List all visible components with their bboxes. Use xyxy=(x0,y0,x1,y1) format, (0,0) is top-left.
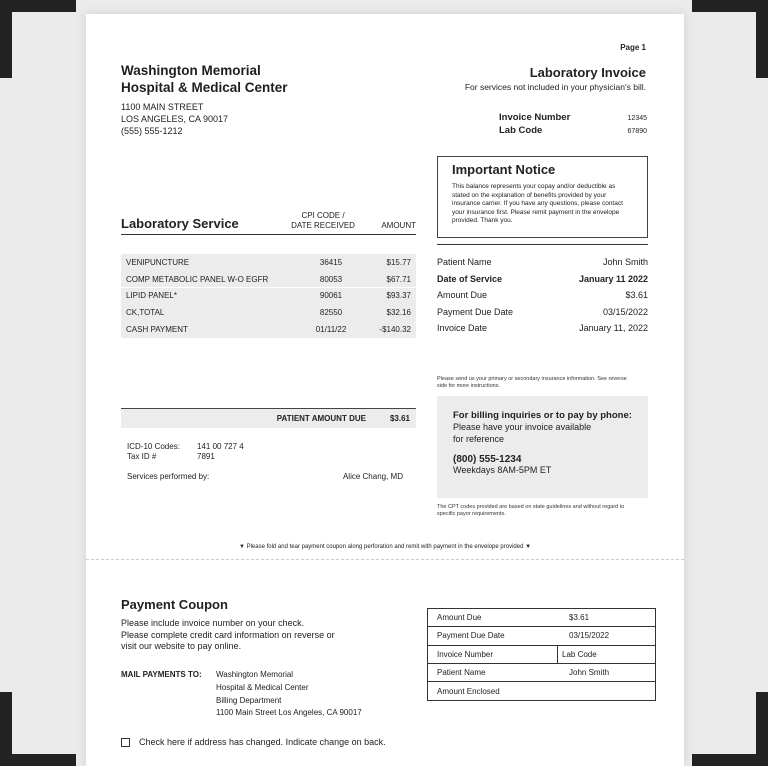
coupon-row-due-date xyxy=(428,627,655,645)
mail-address-line: Washington Memorial xyxy=(216,670,294,679)
page-number: Page 1 xyxy=(620,43,646,52)
info-label: Date of Service xyxy=(437,273,503,284)
perforation-line xyxy=(86,559,684,560)
important-notice-box xyxy=(437,156,648,238)
mail-address-line: Billing Department xyxy=(216,695,282,705)
service-name: COMP METABOLIC PANEL W-O EGFR xyxy=(126,274,269,284)
patient-info-list xyxy=(437,254,648,337)
service-name: CASH PAYMENT xyxy=(126,324,188,334)
billing-heading: For billing inquiries or to pay by phone: xyxy=(453,410,632,421)
coupon-row-amount-enclosed[interactable] xyxy=(428,682,655,700)
invoice-title: Laboratory Invoice xyxy=(529,65,646,80)
amount-due-row xyxy=(437,287,648,304)
coupon-row-amount-due xyxy=(428,609,655,627)
divider xyxy=(121,234,416,235)
address-change-checkbox[interactable] xyxy=(121,738,130,747)
hospital-name-line: Hospital & Medical Center xyxy=(121,80,288,95)
instruction-line: Please include invoice number on your check. xyxy=(121,618,305,628)
column-header-line: CPI CODE / xyxy=(301,211,345,220)
table-row xyxy=(121,288,416,305)
column-header-line: DATE RECEIVED xyxy=(291,221,355,230)
tax-id-label: Tax ID # xyxy=(127,452,157,461)
payment-coupon-instructions xyxy=(121,618,335,653)
coupon-value: $3.61 xyxy=(569,613,590,623)
services-table xyxy=(121,254,416,338)
service-amount: $32.16 xyxy=(386,308,411,318)
mail-address-line: Hospital & Medical Center xyxy=(216,682,309,692)
service-code: 01/11/22 xyxy=(315,324,347,334)
hospital-address xyxy=(121,101,228,137)
instruction-line: visit our website to pay online. xyxy=(121,641,242,651)
info-label: Amount Due xyxy=(437,290,488,301)
hospital-name xyxy=(121,62,288,96)
amount-enclosed-field[interactable] xyxy=(557,682,655,700)
info-label: Invoice Date xyxy=(437,323,488,334)
coupon-row-invoice-number xyxy=(428,646,655,664)
mail-address-line: 1100 Main Street Los Angeles, CA 90017 xyxy=(216,708,362,718)
patient-amount-due-bar xyxy=(121,408,416,428)
address-line: 1100 MAIN STREET xyxy=(121,102,204,112)
table-row xyxy=(121,271,416,288)
patient-name-row xyxy=(437,254,648,271)
column-header-amount: AMOUNT xyxy=(381,221,416,230)
invoice-number-row xyxy=(499,112,647,123)
performed-by-row xyxy=(127,472,403,481)
coupon-lab-code-label: Lab Code xyxy=(557,646,655,663)
services-title: Laboratory Service xyxy=(121,216,239,231)
lab-code-row xyxy=(499,125,647,136)
service-code: 90061 xyxy=(319,291,343,301)
coupon-row-patient-name xyxy=(428,664,655,682)
mail-address xyxy=(216,669,362,720)
info-value: 03/15/2022 xyxy=(602,306,648,317)
service-code: 80053 xyxy=(319,274,343,284)
coupon-label: Invoice Number xyxy=(437,649,494,659)
billing-phone: (800) 555-1234 xyxy=(453,454,522,465)
address-change-row xyxy=(121,737,386,747)
patient-due-label: PATIENT AMOUNT DUE xyxy=(276,414,366,423)
payment-due-date-row xyxy=(437,304,648,321)
billing-hours: Weekdays 8AM-5PM ET xyxy=(453,465,552,475)
patient-due-value: $3.61 xyxy=(389,414,410,423)
payment-coupon-title: Payment Coupon xyxy=(121,597,228,612)
invoice-number-value: 12345 xyxy=(627,115,647,122)
hospital-phone: (555) 555-1212 xyxy=(121,126,183,136)
mail-payments-block xyxy=(121,669,362,720)
address-change-label: Check here if address has changed. Indicate change on back. xyxy=(139,737,386,747)
invoice-subtitle: For services not included in your physician's bill. xyxy=(464,82,646,92)
mail-label: MAIL PAYMENTS TO: xyxy=(121,670,202,679)
coupon-label: Amount Enclosed xyxy=(437,686,500,696)
invoice-date-row xyxy=(437,320,648,337)
insurance-note: Please send us your primary or secondary insurance information. See reverse side for more instructions. xyxy=(437,376,627,389)
service-amount: -$140.32 xyxy=(379,324,411,334)
frame-corner-bottom-right xyxy=(692,754,768,766)
invoice-document xyxy=(86,14,684,766)
billing-text: Please have your invoice available xyxy=(453,422,592,432)
coupon-value: John Smith xyxy=(569,668,610,678)
info-label: Payment Due Date xyxy=(437,306,514,317)
service-name: LIPID PANEL* xyxy=(126,291,177,301)
service-name: VENIPUNCTURE xyxy=(126,257,190,267)
service-amount: $93.37 xyxy=(386,291,411,301)
instruction-line: Please complete credit card information on reverse or xyxy=(121,629,335,640)
fold-instruction: ▼ Please fold and tear payment coupon along perforation and remit with payment in the envelope provided ▼ xyxy=(238,544,532,550)
codes-block xyxy=(127,442,244,462)
table-row xyxy=(121,321,416,338)
icd-value: 141 00 727 4 xyxy=(197,442,244,451)
notice-text: This balance represents your copay and/or deductible as stated on the explanation of benefits provided by your insurance carrier. If you have any questions, please contact your insurance first. Please remit payment in the envelope provided. Thank you. xyxy=(452,183,623,224)
column-header-code xyxy=(286,211,360,231)
hospital-name-line: Washington Memorial xyxy=(121,63,261,78)
service-amount: $15.77 xyxy=(386,257,411,267)
billing-text: for reference xyxy=(453,433,505,444)
service-code: 36415 xyxy=(319,257,343,267)
notice-heading: Important Notice xyxy=(452,162,556,177)
table-row xyxy=(121,254,416,271)
info-value: $3.61 xyxy=(625,290,648,301)
address-line: LOS ANGELES, CA 90017 xyxy=(121,114,229,124)
coupon-label: Patient Name xyxy=(437,668,486,678)
lab-code-label: Lab Code xyxy=(499,125,543,136)
performed-by-label: Services performed by: xyxy=(127,472,210,481)
info-label: Patient Name xyxy=(437,257,492,268)
frame-corner-top-right xyxy=(756,0,768,78)
info-value: John Smith xyxy=(602,257,648,268)
invoice-number-label: Invoice Number xyxy=(499,112,571,123)
icd-label: ICD-10 Codes: xyxy=(127,442,180,451)
performed-by-value: Alice Chang, MD xyxy=(342,472,403,481)
coupon-label: Amount Due xyxy=(437,613,482,623)
billing-inquiry-box xyxy=(437,396,648,498)
service-code: 82550 xyxy=(319,308,343,318)
service-amount: $67.71 xyxy=(386,274,411,284)
frame-corner-bottom-left xyxy=(0,754,76,766)
info-value: January 11 2022 xyxy=(578,273,648,284)
coupon-table xyxy=(427,608,656,701)
table-row xyxy=(121,304,416,321)
info-value: January 11, 2022 xyxy=(579,323,648,334)
coupon-label: Payment Due Date xyxy=(437,631,505,641)
tax-id-value: 7891 xyxy=(197,452,215,461)
frame-corner-top-left xyxy=(0,0,12,78)
lab-code-value: 67890 xyxy=(627,128,647,135)
service-name: CK,TOTAL xyxy=(126,308,165,318)
divider xyxy=(437,244,648,245)
date-of-service-row xyxy=(437,271,648,288)
cpt-note: The CPT codes provided are based on state guidelines and without regard to specific payor requirements. xyxy=(437,504,625,517)
coupon-value: 03/15/2022 xyxy=(569,631,610,641)
